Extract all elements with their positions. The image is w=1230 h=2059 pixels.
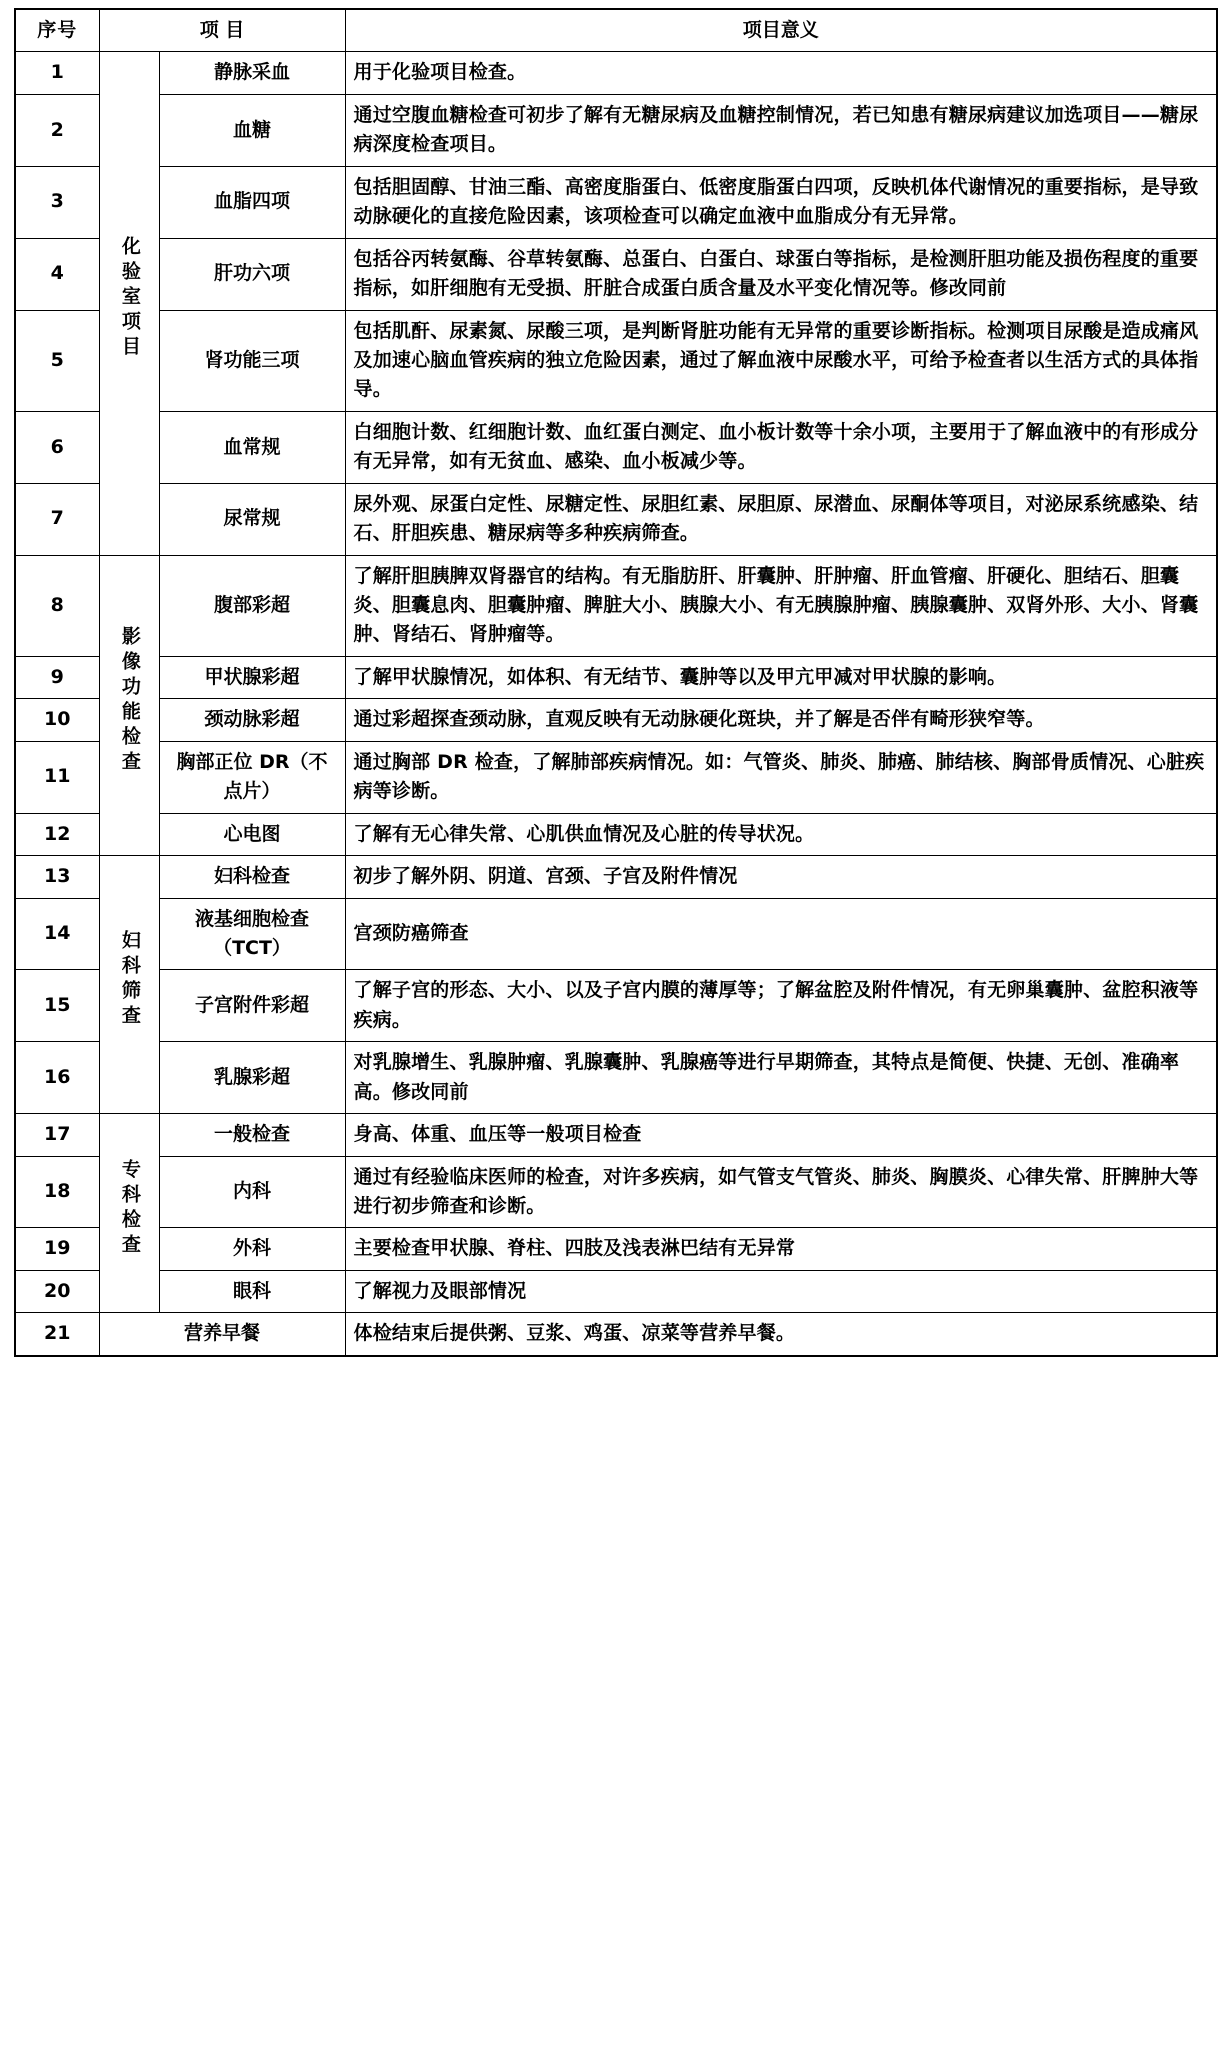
table-row (15, 1156, 1217, 1228)
row-no: 6 (15, 411, 99, 483)
group-label-gyn (99, 856, 159, 1114)
row-no: 3 (15, 166, 99, 238)
row-no: 12 (15, 813, 99, 855)
table-row (15, 813, 1217, 855)
row-item: 外科 (159, 1228, 345, 1270)
row-desc: 通过彩超探查颈动脉，直观反映有无动脉硬化斑块，并了解是否伴有畸形狭窄等。 (345, 699, 1217, 741)
table-row (15, 411, 1217, 483)
row-item: 腹部彩超 (159, 555, 345, 656)
row-desc: 包括谷丙转氨酶、谷草转氨酶、总蛋白、白蛋白、球蛋白等指标，是检测肝胆功能及损伤程度的重要指标，如肝细胞有无受损、肝脏合成蛋白质含量及水平变化情况等。修改同前 (345, 238, 1217, 310)
row-item: 一般检查 (159, 1114, 345, 1156)
row-desc: 白细胞计数、红细胞计数、血红蛋白测定、血小板计数等十余小项，主要用于了解血液中的有形成分有无异常，如有无贫血、感染、血小板减少等。 (345, 411, 1217, 483)
table-header-row (15, 9, 1217, 52)
row-no: 1 (15, 52, 99, 94)
row-desc: 初步了解外阴、阴道、宫颈、子宫及附件情况 (345, 856, 1217, 898)
table-row (15, 555, 1217, 656)
table-row (15, 238, 1217, 310)
header-cell-meaning: 项目意义 (345, 9, 1217, 52)
row-desc: 了解甲状腺情况，如体积、有无结节、囊肿等以及甲亢甲减对甲状腺的影响。 (345, 656, 1217, 698)
row-item: 子宫附件彩超 (159, 970, 345, 1042)
table-row (15, 970, 1217, 1042)
row-no: 5 (15, 310, 99, 411)
row-item: 营养早餐 (99, 1313, 345, 1356)
row-no: 11 (15, 741, 99, 813)
group-label-imaging-text: 影像功能检查 (118, 625, 141, 776)
row-desc: 用于化验项目检查。 (345, 52, 1217, 94)
row-item: 甲状腺彩超 (159, 656, 345, 698)
row-item: 肾功能三项 (159, 310, 345, 411)
row-desc: 包括肌酐、尿素氮、尿酸三项，是判断肾脏功能有无异常的重要诊断指标。检测项目尿酸是造成痛风及加速心脑血管疾病的独立危险因素，通过了解血液中尿酸水平，可给予检查者以生活方式的具体指导。 (345, 310, 1217, 411)
table-row (15, 1042, 1217, 1114)
table-row (15, 1228, 1217, 1270)
row-item: 颈动脉彩超 (159, 699, 345, 741)
table-row (15, 656, 1217, 698)
table-row (15, 1270, 1217, 1312)
row-desc: 包括胆固醇、甘油三酯、高密度脂蛋白、低密度脂蛋白四项，反映机体代谢情况的重要指标，是导致动脉硬化的直接危险因素，该项检查可以确定血液中血脂成分有无异常。 (345, 166, 1217, 238)
header-no-char-1: 序号 (37, 18, 78, 41)
group-label-specialist-text: 专科检查 (118, 1158, 141, 1259)
group-label-gyn-text: 妇科筛查 (118, 929, 141, 1030)
row-item: 乳腺彩超 (159, 1042, 345, 1114)
row-no: 8 (15, 555, 99, 656)
table-row (15, 310, 1217, 411)
row-desc: 宫颈防癌筛查 (345, 898, 1217, 970)
row-no: 19 (15, 1228, 99, 1270)
table-row (15, 1313, 1217, 1356)
row-no: 4 (15, 238, 99, 310)
row-no: 18 (15, 1156, 99, 1228)
health-checkup-table (14, 8, 1218, 1357)
group-label-lab-text: 化验室项目 (118, 236, 141, 362)
row-item: 妇科检查 (159, 856, 345, 898)
group-label-imaging (99, 555, 159, 856)
row-no: 21 (15, 1313, 99, 1356)
group-label-lab (99, 52, 159, 555)
row-no: 10 (15, 699, 99, 741)
row-no: 9 (15, 656, 99, 698)
row-item: 液基细胞检查 （TCT） (159, 898, 345, 970)
row-no: 20 (15, 1270, 99, 1312)
table-row (15, 1114, 1217, 1156)
table-row (15, 898, 1217, 970)
row-no: 14 (15, 898, 99, 970)
row-item: 内科 (159, 1156, 345, 1228)
row-item: 血糖 (159, 94, 345, 166)
row-desc: 了解视力及眼部情况 (345, 1270, 1217, 1312)
table-row (15, 741, 1217, 813)
row-item: 血脂四项 (159, 166, 345, 238)
table-row (15, 94, 1217, 166)
row-item: 胸部正位 DR（不点片） (159, 741, 345, 813)
table-row (15, 166, 1217, 238)
row-item: 肝功六项 (159, 238, 345, 310)
table-row (15, 856, 1217, 898)
row-desc: 体检结束后提供粥、豆浆、鸡蛋、凉菜等营养早餐。 (345, 1313, 1217, 1356)
header-cell-no (15, 9, 99, 52)
row-no: 13 (15, 856, 99, 898)
row-desc: 了解肝胆胰脾双肾器官的结构。有无脂肪肝、肝囊肿、肝肿瘤、肝血管瘤、肝硬化、胆结石、胆囊炎、胆囊息肉、胆囊肿瘤、脾脏大小、胰腺大小、有无胰腺肿瘤、胰腺囊肿、双肾外形、大小、肾囊肿、肾结石、肾肿瘤等。 (345, 555, 1217, 656)
row-no: 16 (15, 1042, 99, 1114)
row-desc: 通过胸部 DR 检查，了解肺部疾病情况。如：气管炎、肺炎、肺癌、肺结核、胸部骨质情况、心脏疾病等诊断。 (345, 741, 1217, 813)
row-item: 血常规 (159, 411, 345, 483)
row-desc: 通过有经验临床医师的检查，对许多疾病，如气管支气管炎、肺炎、胸膜炎、心律失常、肝脾肿大等进行初步筛查和诊断。 (345, 1156, 1217, 1228)
row-item: 心电图 (159, 813, 345, 855)
group-label-specialist (99, 1114, 159, 1313)
table-row (15, 52, 1217, 94)
row-desc: 尿外观、尿蛋白定性、尿糖定性、尿胆红素、尿胆原、尿潜血、尿酮体等项目，对泌尿系统感染、结石、肝胆疾患、糖尿病等多种疾病筛查。 (345, 483, 1217, 555)
header-cell-item: 项 目 (99, 9, 345, 52)
row-desc: 了解子宫的形态、大小、以及子宫内膜的薄厚等；了解盆腔及附件情况，有无卵巢囊肿、盆腔积液等疾病。 (345, 970, 1217, 1042)
row-desc: 身高、体重、血压等一般项目检查 (345, 1114, 1217, 1156)
row-no: 7 (15, 483, 99, 555)
row-desc: 了解有无心律失常、心肌供血情况及心脏的传导状况。 (345, 813, 1217, 855)
row-item: 眼科 (159, 1270, 345, 1312)
table-row (15, 699, 1217, 741)
row-item: 尿常规 (159, 483, 345, 555)
row-desc: 通过空腹血糖检查可初步了解有无糖尿病及血糖控制情况，若已知患有糖尿病建议加选项目——糖尿病深度检查项目。 (345, 94, 1217, 166)
row-no: 17 (15, 1114, 99, 1156)
row-no: 15 (15, 970, 99, 1042)
table-row (15, 483, 1217, 555)
row-item: 静脉采血 (159, 52, 345, 94)
row-desc: 主要检查甲状腺、脊柱、四肢及浅表淋巴结有无异常 (345, 1228, 1217, 1270)
row-no: 2 (15, 94, 99, 166)
row-desc: 对乳腺增生、乳腺肿瘤、乳腺囊肿、乳腺癌等进行早期筛查，其特点是简便、快捷、无创、准确率高。修改同前 (345, 1042, 1217, 1114)
